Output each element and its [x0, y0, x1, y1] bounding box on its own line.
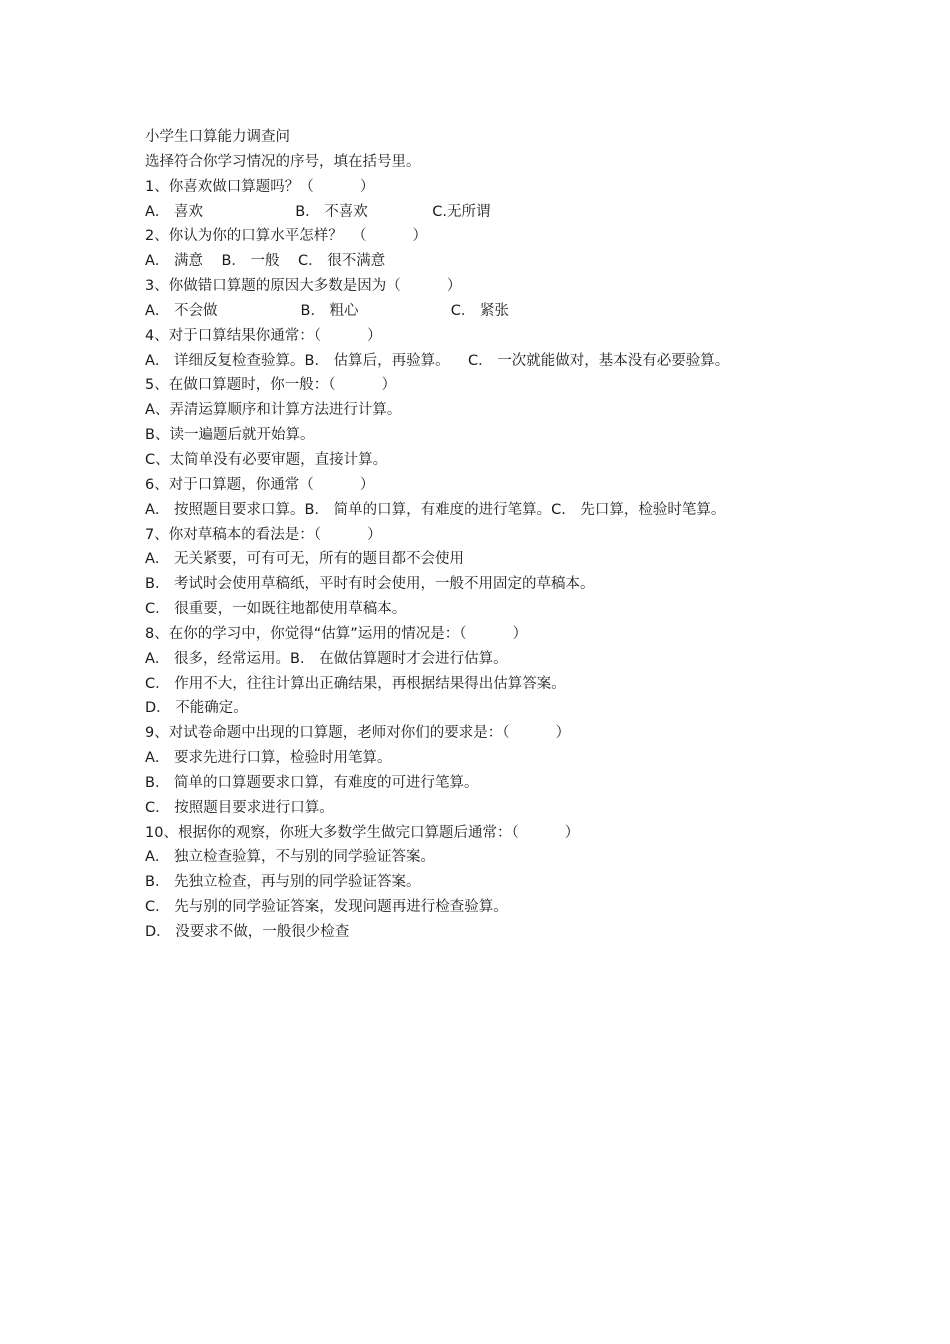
q2-question: 2、你认为你的口算水平怎样？ （ ） [145, 228, 428, 245]
q9-option-c: C． 按照题目要求进行口算。 [145, 799, 334, 816]
q5-question: 5、在做口算题时，你一般：（ ） [145, 377, 397, 394]
q10-option-d: D． 没要求不做，一般很少检查 [145, 924, 350, 940]
q3-question: 3、你做错口算题的原因大多数是因为（ ） [145, 278, 462, 295]
q5-option-c: C、太简单没有必要审题，直接计算。 [145, 451, 388, 468]
q1-options: A． 喜欢 B． 不喜欢 C.无所谓 [145, 203, 491, 220]
q7-option-a: A． 无关紧要，可有可无，所有的题目都不会使用 [145, 551, 465, 568]
q10-option-b: B． 先独立检查，再与别的同学验证答案。 [145, 874, 421, 891]
q5-option-b: B、读一遍题后就开始算。 [145, 427, 315, 444]
q7-option-b: B． 考试时会使用草稿纸，平时有时会使用，一般不用固定的草稿本。 [145, 576, 595, 593]
q8-options-ab: A． 很多，经常运用。B． 在做估算题时才会进行估算。 [145, 650, 508, 667]
q7-question: 7、你对草稿本的看法是：（ ） [145, 526, 382, 543]
q9-question: 9、对试卷命题中出现的口算题，老师对你们的要求是：（ ） [145, 725, 571, 742]
q8-option-c: C． 作用不大，往往计算出正确结果，再根据结果得出估算答案。 [145, 675, 566, 692]
questionnaire-body [145, 125, 825, 945]
q9-option-b: B． 简单的口算题要求口算，有难度的可进行笔算。 [145, 774, 479, 791]
q9-option-a: A． 要求先进行口算，检验时用笔算。 [145, 750, 392, 767]
q10-question: 10、根据你的观察，你班大多数学生做完口算题后通常：（ ） [145, 824, 580, 841]
q7-option-c: C． 很重要，一如既往地都使用草稿本。 [145, 601, 407, 618]
q3-options: A． 不会做 B． 粗心 C． 紧张 [145, 302, 509, 319]
q8-question: 8、在你的学习中，你觉得“估算”运用的情况是：（ ） [145, 625, 528, 642]
document-title: 小学生口算能力调查问 [145, 129, 290, 145]
q10-option-a: A． 独立检查验算，不与别的同学验证答案。 [145, 849, 436, 866]
q2-options: A． 满意 B． 一般 C． 很不满意 [145, 253, 386, 270]
q6-question: 6、对于口算题，你通常（ ） [145, 476, 375, 493]
q10-option-c: C． 先与别的同学验证答案，发现问题再进行检查验算。 [145, 899, 508, 916]
q4-options: A． 详细反复检查验算。B． 估算后，再验算。 C． 一次就能做对，基本没有必要验算。 [145, 352, 730, 369]
q1-question: 1、你喜欢做口算题吗？（ ） [145, 178, 375, 195]
q6-options: A． 按照题目要求口算。B． 简单的口算，有难度的进行笔算。C． 先口算，检验时笔算。 [145, 501, 726, 518]
instruction-text: 选择符合你学习情况的序号，填在括号里。 [145, 153, 421, 170]
q8-option-d: D． 不能确定。 [145, 700, 248, 717]
q4-question: 4、对于口算结果你通常：（ ） [145, 327, 382, 344]
q5-option-a: A、弄清运算顺序和计算方法进行计算。 [145, 402, 402, 419]
